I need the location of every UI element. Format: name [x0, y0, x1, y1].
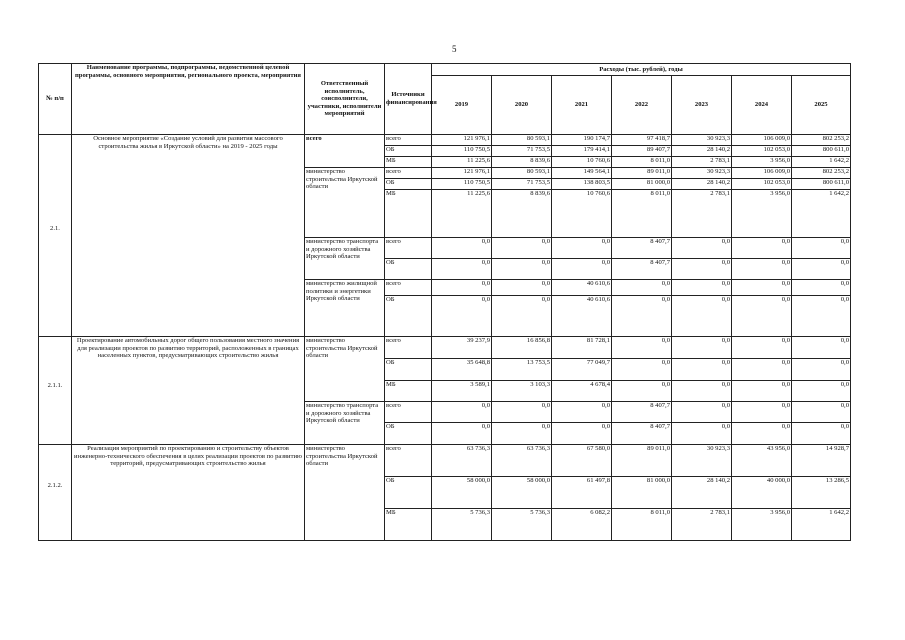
amount-cell: 5 736,3 — [492, 509, 552, 541]
funding-source: всего — [385, 135, 432, 146]
amount-cell: 2 783,1 — [672, 157, 732, 168]
amount-cell: 0,0 — [432, 402, 492, 423]
amount-cell: 10 760,6 — [552, 157, 612, 168]
amount-cell: 35 648,8 — [432, 359, 492, 381]
amount-cell: 28 140,2 — [672, 179, 732, 190]
amount-cell: 40 000,0 — [732, 477, 792, 509]
header-year: 2023 — [672, 76, 732, 135]
amount-cell: 3 956,0 — [732, 509, 792, 541]
amount-cell: 8 407,7 — [612, 402, 672, 423]
amount-cell: 89 407,7 — [612, 146, 672, 157]
amount-cell: 11 225,6 — [432, 190, 492, 238]
amount-cell: 0,0 — [492, 402, 552, 423]
amount-cell: 0,0 — [432, 280, 492, 296]
amount-cell: 0,0 — [792, 337, 851, 359]
amount-cell: 28 140,2 — [672, 477, 732, 509]
amount-cell: 0,0 — [432, 238, 492, 259]
amount-cell: 67 580,0 — [552, 445, 612, 477]
funding-source: ОБ — [385, 259, 432, 280]
amount-cell: 0,0 — [672, 381, 732, 402]
amount-cell: 2 783,1 — [672, 509, 732, 541]
amount-cell: 0,0 — [732, 423, 792, 445]
header-year: 2021 — [552, 76, 612, 135]
amount-cell: 0,0 — [672, 238, 732, 259]
amount-cell: 106 009,0 — [732, 168, 792, 179]
amount-cell: 3 589,1 — [432, 381, 492, 402]
amount-cell: 0,0 — [432, 259, 492, 280]
amount-cell: 0,0 — [552, 259, 612, 280]
amount-cell: 8 407,7 — [612, 238, 672, 259]
amount-cell: 0,0 — [792, 280, 851, 296]
funding-source: ОБ — [385, 146, 432, 157]
amount-cell: 1 642,2 — [792, 157, 851, 168]
amount-cell: 8 011,0 — [612, 157, 672, 168]
funding-source: всего — [385, 168, 432, 179]
amount-cell: 39 237,9 — [432, 337, 492, 359]
amount-cell: 190 174,7 — [552, 135, 612, 146]
amount-cell: 30 923,3 — [672, 445, 732, 477]
amount-cell: 110 750,5 — [432, 146, 492, 157]
amount-cell: 61 497,8 — [552, 477, 612, 509]
header-source: Источники финансирования — [385, 64, 432, 135]
amount-cell: 6 082,2 — [552, 509, 612, 541]
executor: министерство строительства Иркутской области — [305, 337, 385, 402]
amount-cell: 0,0 — [612, 359, 672, 381]
header-num: № п/п — [39, 64, 72, 135]
amount-cell: 0,0 — [792, 359, 851, 381]
amount-cell: 81 000,0 — [612, 477, 672, 509]
header-responsible: Ответственный исполнитель, соисполнители, участники, исполнители мероприятий — [305, 64, 385, 135]
amount-cell: 0,0 — [792, 259, 851, 280]
funding-source: МБ — [385, 190, 432, 238]
amount-cell: 0,0 — [792, 402, 851, 423]
executor: министерство жилищной политики и энергетики Иркутской области — [305, 280, 385, 337]
amount-cell: 89 011,0 — [612, 445, 672, 477]
amount-cell: 71 753,5 — [492, 146, 552, 157]
funding-source: ОБ — [385, 477, 432, 509]
amount-cell: 0,0 — [732, 259, 792, 280]
amount-cell: 102 053,0 — [732, 146, 792, 157]
amount-cell: 0,0 — [732, 296, 792, 337]
amount-cell: 0,0 — [672, 337, 732, 359]
amount-cell: 102 053,0 — [732, 179, 792, 190]
amount-cell: 77 049,7 — [552, 359, 612, 381]
table-row — [39, 337, 851, 359]
amount-cell: 40 610,6 — [552, 280, 612, 296]
amount-cell: 89 011,0 — [612, 168, 672, 179]
amount-cell: 106 009,0 — [732, 135, 792, 146]
amount-cell: 8 407,7 — [612, 423, 672, 445]
amount-cell: 149 564,1 — [552, 168, 612, 179]
amount-cell: 40 610,6 — [552, 296, 612, 337]
funding-source: МБ — [385, 157, 432, 168]
amount-cell: 80 593,1 — [492, 168, 552, 179]
amount-cell: 138 803,5 — [552, 179, 612, 190]
funding-source: всего — [385, 280, 432, 296]
header-year: 2020 — [492, 76, 552, 135]
executor: всего — [305, 135, 385, 168]
amount-cell: 110 750,5 — [432, 179, 492, 190]
amount-cell: 10 760,6 — [552, 190, 612, 238]
amount-cell: 0,0 — [492, 423, 552, 445]
amount-cell: 802 253,2 — [792, 135, 851, 146]
amount-cell: 0,0 — [732, 337, 792, 359]
amount-cell: 81 728,1 — [552, 337, 612, 359]
table-row — [39, 135, 851, 146]
amount-cell: 4 678,4 — [552, 381, 612, 402]
funding-source: МБ — [385, 381, 432, 402]
amount-cell: 0,0 — [672, 296, 732, 337]
amount-cell: 0,0 — [672, 423, 732, 445]
amount-cell: 0,0 — [732, 280, 792, 296]
amount-cell: 8 407,7 — [612, 259, 672, 280]
amount-cell: 8 839,6 — [492, 157, 552, 168]
amount-cell: 71 753,5 — [492, 179, 552, 190]
amount-cell: 8 839,6 — [492, 190, 552, 238]
funding-source: всего — [385, 445, 432, 477]
amount-cell: 802 253,2 — [792, 168, 851, 179]
amount-cell: 0,0 — [492, 238, 552, 259]
amount-cell: 800 611,0 — [792, 179, 851, 190]
amount-cell: 13 286,5 — [792, 477, 851, 509]
amount-cell: 0,0 — [492, 280, 552, 296]
item-number: 2.1.2. — [39, 445, 72, 541]
amount-cell: 3 956,0 — [732, 157, 792, 168]
amount-cell: 5 736,3 — [432, 509, 492, 541]
item-name: Реализация мероприятий по проектированию и строительству объектов инженерно-технического обеспечения в целях реализации проектов по развитию территорий, предусматривающих строительство жилья — [72, 445, 305, 541]
funding-source: всего — [385, 238, 432, 259]
amount-cell: 0,0 — [492, 296, 552, 337]
budget-table — [38, 63, 851, 541]
amount-cell: 8 011,0 — [612, 509, 672, 541]
amount-cell: 0,0 — [612, 381, 672, 402]
header-year: 2025 — [792, 76, 851, 135]
amount-cell: 58 000,0 — [432, 477, 492, 509]
amount-cell: 0,0 — [732, 381, 792, 402]
amount-cell: 13 753,5 — [492, 359, 552, 381]
amount-cell: 0,0 — [552, 423, 612, 445]
amount-cell: 1 642,2 — [792, 190, 851, 238]
amount-cell: 0,0 — [672, 359, 732, 381]
table-row — [39, 445, 851, 477]
executor: министерство транспорта и дорожного хозяйства Иркутской области — [305, 238, 385, 280]
amount-cell: 14 928,7 — [792, 445, 851, 477]
amount-cell: 28 140,2 — [672, 146, 732, 157]
header-expenses: Расходы (тыс. рублей), годы — [432, 64, 851, 76]
header-name: Наименование программы, подпрограммы, ведомственной целевой программы, основного мероприятия, регионального проекта, мероприятия — [72, 64, 305, 135]
amount-cell: 0,0 — [732, 402, 792, 423]
amount-cell: 0,0 — [432, 423, 492, 445]
executor: министерство строительства Иркутской области — [305, 168, 385, 238]
amount-cell: 0,0 — [432, 296, 492, 337]
page-number: 5 — [452, 44, 457, 54]
amount-cell: 0,0 — [612, 280, 672, 296]
item-number: 2.1. — [39, 135, 72, 337]
amount-cell: 121 976,1 — [432, 135, 492, 146]
amount-cell: 63 736,3 — [492, 445, 552, 477]
amount-cell: 800 611,0 — [792, 146, 851, 157]
amount-cell: 1 642,2 — [792, 509, 851, 541]
amount-cell: 0,0 — [792, 238, 851, 259]
amount-cell: 0,0 — [792, 423, 851, 445]
amount-cell: 179 414,1 — [552, 146, 612, 157]
executor: министерство транспорта и дорожного хозяйства Иркутской области — [305, 402, 385, 445]
amount-cell: 30 923,3 — [672, 168, 732, 179]
amount-cell: 0,0 — [672, 402, 732, 423]
amount-cell: 97 418,7 — [612, 135, 672, 146]
amount-cell: 8 011,0 — [612, 190, 672, 238]
header-year: 2019 — [432, 76, 492, 135]
header-year: 2022 — [612, 76, 672, 135]
funding-source: ОБ — [385, 296, 432, 337]
amount-cell: 0,0 — [672, 280, 732, 296]
item-number: 2.1.1. — [39, 337, 72, 445]
amount-cell: 3 956,0 — [732, 190, 792, 238]
amount-cell: 80 593,1 — [492, 135, 552, 146]
amount-cell: 43 956,0 — [732, 445, 792, 477]
amount-cell: 0,0 — [792, 381, 851, 402]
header-year: 2024 — [732, 76, 792, 135]
amount-cell: 2 783,1 — [672, 190, 732, 238]
amount-cell: 0,0 — [732, 238, 792, 259]
funding-source: ОБ — [385, 179, 432, 190]
funding-source: ОБ — [385, 423, 432, 445]
amount-cell: 0,0 — [552, 238, 612, 259]
amount-cell: 81 000,0 — [612, 179, 672, 190]
amount-cell: 0,0 — [792, 296, 851, 337]
amount-cell: 16 856,8 — [492, 337, 552, 359]
amount-cell: 11 225,6 — [432, 157, 492, 168]
amount-cell: 0,0 — [552, 402, 612, 423]
amount-cell: 3 103,3 — [492, 381, 552, 402]
amount-cell: 0,0 — [672, 259, 732, 280]
amount-cell: 0,0 — [732, 359, 792, 381]
funding-source: ОБ — [385, 359, 432, 381]
funding-source: МБ — [385, 509, 432, 541]
amount-cell: 63 736,3 — [432, 445, 492, 477]
item-name: Проектирование автомобильных дорог общего пользования местного значения для реализации проектов по развитию территорий, расположенных в границах населенных пунктов, предусматривающих строительство жилья — [72, 337, 305, 445]
amount-cell: 0,0 — [612, 337, 672, 359]
amount-cell: 121 976,1 — [432, 168, 492, 179]
executor: министерство строительства Иркутской области — [305, 445, 385, 541]
funding-source: всего — [385, 337, 432, 359]
amount-cell: 0,0 — [492, 259, 552, 280]
funding-source: всего — [385, 402, 432, 423]
amount-cell: 30 923,3 — [672, 135, 732, 146]
amount-cell: 58 000,0 — [492, 477, 552, 509]
item-name: Основное мероприятие «Создание условий для развития массового строительства жилья в Иркутской области» на 2019 - 2025 годы — [72, 135, 305, 337]
amount-cell: 0,0 — [612, 296, 672, 337]
